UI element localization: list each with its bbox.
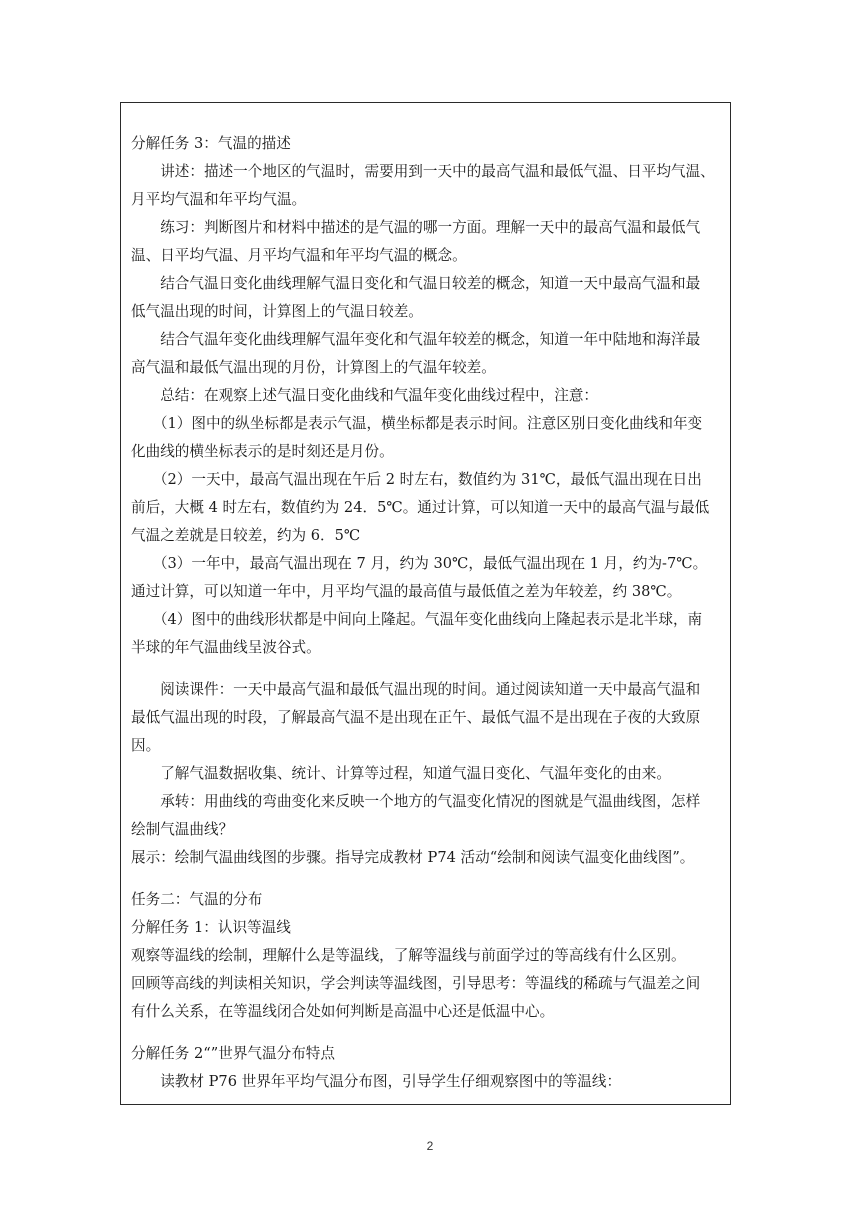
- display-line: 展示：绘制气温曲线图的步骤。指导完成教材 P74 活动“绘制和阅读气温变化曲线图”。: [131, 849, 695, 866]
- isotherm-line: 有什么关系，在等温线闭合处如何判断是高温中心还是低温中心。: [131, 1003, 555, 1020]
- daily-curve-line: 结合气温日变化曲线理解气温日变化和气温日较差的概念，知道一天中最高气温和最: [131, 275, 701, 292]
- isotherm-line: 回顾等高线的判读相关知识，学会判读等温线图，引导思考：等温线的稀疏与气温差之间: [131, 975, 701, 992]
- subtask-1-heading: 分解任务 1：认识等温线: [131, 919, 291, 936]
- annual-curve-line: 高气温和最低气温出现的月份，计算图上的气温年较差。: [131, 359, 496, 376]
- point-2-line: （2）一天中，最高气温出现在午后 2 时左右，数值约为 31℃，最低气温出现在日出: [131, 471, 702, 488]
- summary-line: 总结：在观察上述气温日变化曲线和气温年变化曲线过程中，注意：: [131, 387, 599, 404]
- point-1-line: 化曲线的横坐标表示的是时刻还是月份。: [131, 443, 394, 460]
- subtask-2-heading: 分解任务 2“”世界气温分布特点: [131, 1045, 335, 1062]
- transition-line: 绘制气温曲线？: [131, 821, 234, 838]
- daily-curve-line: 低气温出现的时间，计算图上的气温日较差。: [131, 303, 423, 320]
- lecture-line: 月平均气温和年平均气温。: [131, 191, 307, 208]
- lecture-line: 讲述：描述一个地区的气温时，需要用到一天中的最高气温和最低气温、日平均气温、: [131, 163, 715, 180]
- subtask-3-heading: 分解任务 3：气温的描述: [131, 135, 291, 152]
- reading-line: 阅读课件：一天中最高气温和最低气温出现的时间。通过阅读知道一天中最高气温和: [131, 681, 701, 698]
- point-2-line: 气温之差就是日较差，约为 6．5℃: [131, 527, 361, 544]
- point-2-line: 前后，大概 4 时左右，数值约为 24．5℃。通过计算，可以知道一天中的最高气温与最低: [131, 499, 710, 516]
- task-2-heading: 任务二：气温的分布: [131, 891, 263, 908]
- data-process-line: 了解气温数据收集、统计、计算等过程，知道气温日变化、气温年变化的由来。: [131, 765, 671, 782]
- reading-line: 因。: [131, 737, 161, 754]
- reading-line: 最低气温出现的时段，了解最高气温不是出现在正午、最低气温不是出现在子夜的大致原: [131, 709, 701, 726]
- transition-line: 承转：用曲线的弯曲变化来反映一个地方的气温变化情况的图就是气温曲线图，怎样: [131, 793, 701, 810]
- annual-curve-line: 结合气温年变化曲线理解气温年变化和气温年较差的概念，知道一年中陆地和海洋最: [131, 331, 701, 348]
- point-4-line: 半球的年气温曲线呈波谷式。: [131, 639, 321, 656]
- practice-line: 练习：判断图片和材料中描述的是气温的哪一方面。理解一天中的最高气温和最低气: [131, 219, 701, 236]
- point-3-line: 通过计算，可以知道一年中，月平均气温的最高值与最低值之差为年较差，约 38℃。: [131, 583, 682, 600]
- world-temp-line: 读教材 P76 世界年平均气温分布图，引导学生仔细观察图中的等温线：: [131, 1073, 622, 1090]
- page-number: 2: [426, 1139, 434, 1153]
- point-3-line: （3）一年中，最高气温出现在 7 月，约为 30℃，最低气温出现在 1 月，约为-7℃。: [131, 555, 708, 572]
- point-1-line: （1）图中的纵坐标都是表示气温，横坐标都是表示时间。注意区别日变化曲线和年变: [131, 415, 703, 432]
- point-4-line: （4）图中的曲线形状都是中间向上隆起。气温年变化曲线向上隆起表示是北半球，南: [131, 611, 703, 628]
- isotherm-line: 观察等温线的绘制，理解什么是等温线，了解等温线与前面学过的等高线有什么区别。: [131, 947, 686, 964]
- practice-line: 温、日平均气温、月平均气温和年平均气温的概念。: [131, 247, 467, 264]
